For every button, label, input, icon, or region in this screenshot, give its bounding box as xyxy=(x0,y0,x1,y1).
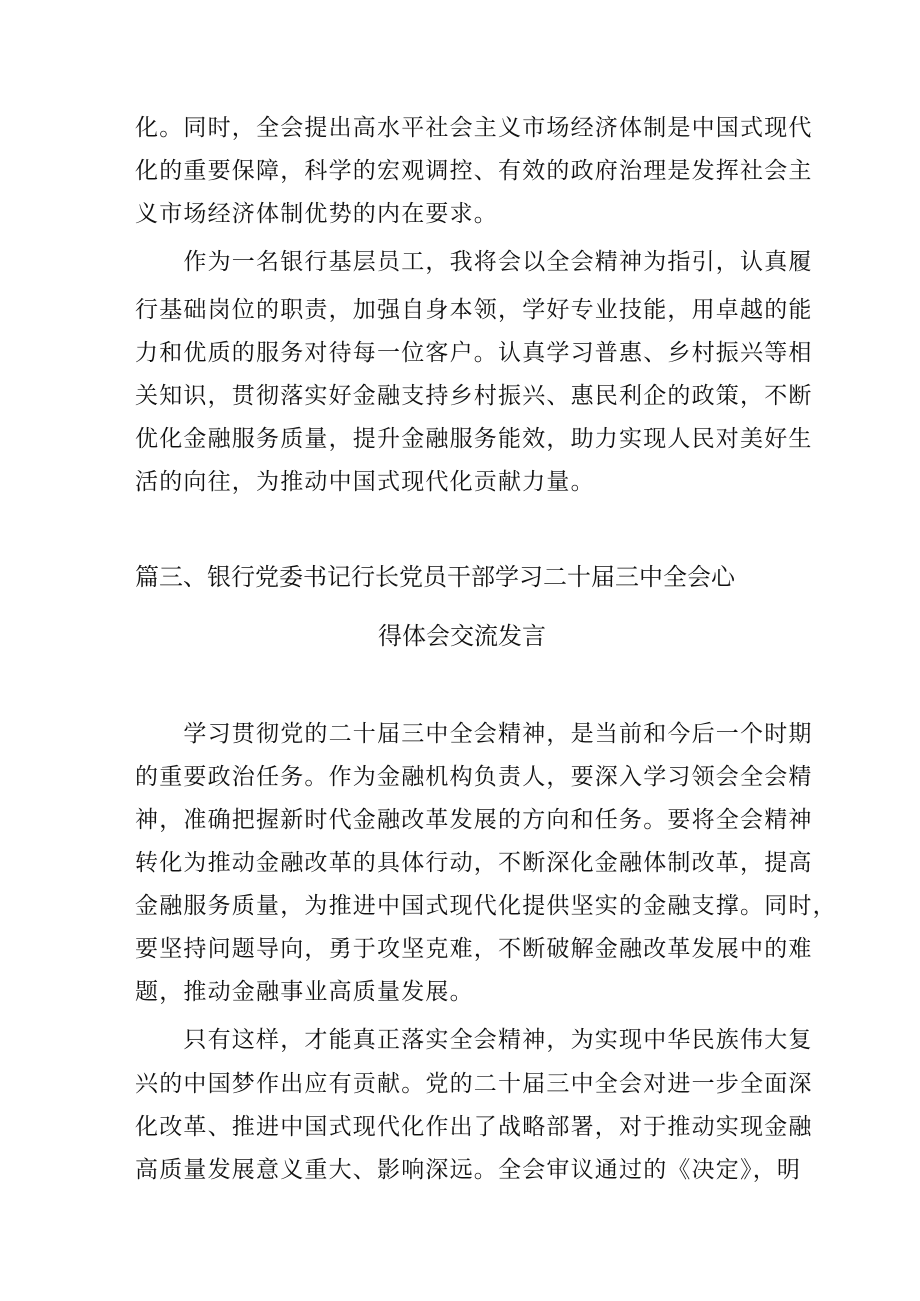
text-line: 神，准确把握新时代金融改革发展的方向和任务。要将全会精神 xyxy=(135,807,813,833)
text-line: 的重要政治任务。作为金融机构负责人，要深入学习领会全会精 xyxy=(135,764,813,790)
text-line: 行基础岗位的职责，加强自身本领，学好专业技能，用卓越的能 xyxy=(135,297,813,323)
section-heading-line2: 得体会交流发言 xyxy=(378,622,546,650)
text-line: 义市场经济体制优势的内在要求。 xyxy=(135,201,498,227)
text-line: 化。同时，全会提出高水平社会主义市场经济体制是中国式现代 xyxy=(135,115,813,141)
text-line: 转化为推动金融改革的具体行动，不断深化金融体制改革，提高 xyxy=(135,850,813,876)
text-line: 作为一名银行基层员工，我将会以全会精神为指引，认真履 xyxy=(135,249,813,275)
text-line: 关知识，贯彻落实好金融支持乡村振兴、惠民利企的政策，不断 xyxy=(135,383,813,409)
text-line: 题，推动金融事业高质量发展。 xyxy=(135,979,474,1005)
text-line: 兴的中国梦作出应有贡献。党的二十届三中全会对进一步全面深 xyxy=(135,1071,813,1097)
text-line: 力和优质的服务对待每一位客户。认真学习普惠、乡村振兴等相 xyxy=(135,340,813,366)
text-line: 金融服务质量，为推进中国式现代化提供坚实的金融支撑。同时， xyxy=(135,893,837,919)
text-line: 要坚持问题导向，勇于攻坚克难，不断破解金融改革发展中的难 xyxy=(135,936,813,962)
text-line: 只有这样，才能真正落实全会精神，为实现中华民族伟大复 xyxy=(135,1027,813,1053)
text-line: 化改革、推进中国式现代化作出了战略部署，对于推动实现金融 xyxy=(135,1114,813,1140)
text-line: 活的向往，为推动中国式现代化贡献力量。 xyxy=(135,469,595,495)
text-line: 化的重要保障，科学的宏观调控、有效的政府治理是发挥社会主 xyxy=(135,158,813,184)
text-line: 高质量发展意义重大、影响深远。全会审议通过的《决定》，明 xyxy=(135,1157,802,1183)
section-heading-line1: 篇三、银行党委书记行长党员干部学习二十届三中全会心 xyxy=(135,563,735,591)
text-line: 学习贯彻党的二十届三中全会精神，是当前和今后一个时期 xyxy=(135,721,813,747)
text-line: 优化金融服务质量，提升金融服务能效，助力实现人民对美好生 xyxy=(135,426,813,452)
